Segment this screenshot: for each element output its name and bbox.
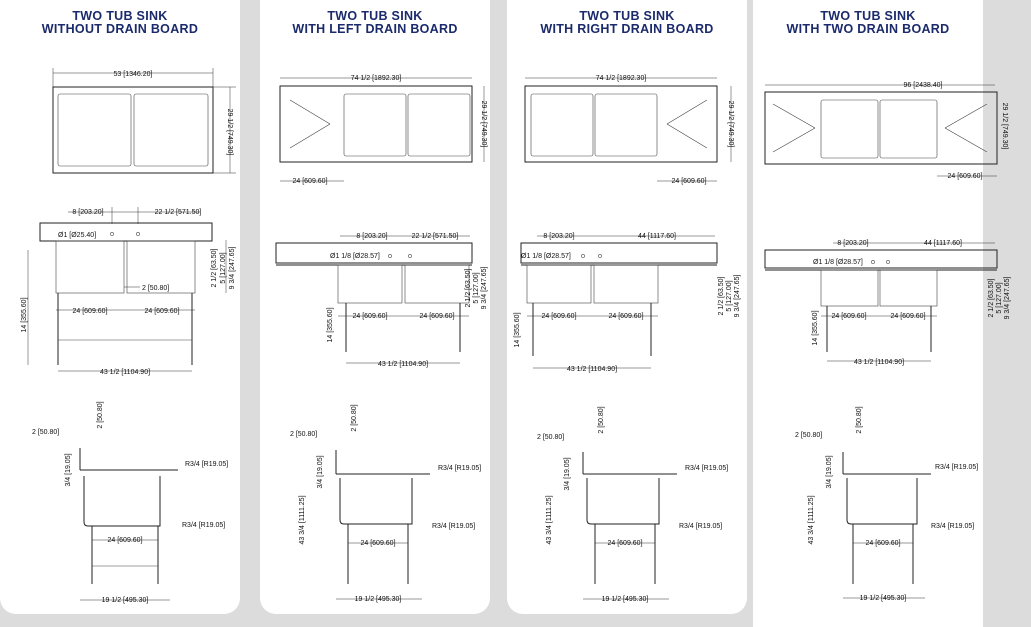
tub-right-label: 24 [609.60] — [890, 313, 926, 320]
leg-height-label: 14 [355.60] — [21, 297, 28, 333]
top-depth-label: 29 1/2 [749.30] — [226, 108, 233, 156]
title-line-1: TWO TUB SINK — [820, 9, 916, 23]
faucet-spacing-label: 22 1/2 [571.50] — [154, 209, 202, 216]
splash-label: 2 1/2 [63.50] — [211, 248, 218, 288]
leg-height-label: 14 [355.60] — [514, 312, 521, 348]
top-width-label: 53 [1346.20] — [113, 71, 153, 78]
side-view — [32, 401, 228, 604]
panel-two-drain-board — [753, 0, 1011, 627]
side-leg-depth-label: 19 1/2 [495.30] — [859, 595, 907, 602]
side-bowl-depth-label: 24 [609.60] — [360, 540, 396, 547]
top-view — [280, 75, 487, 185]
side-top-edge-label: 2 [50.80] — [537, 434, 565, 441]
top-view — [53, 68, 236, 173]
title-line-2: WITH LEFT DRAIN BOARD — [292, 22, 458, 36]
tub-right-label: 24 [609.60] — [144, 308, 180, 315]
side-top-edge-v-label: 2 [50.80] — [351, 404, 358, 432]
side-leg-depth-label: 19 1/2 [495.30] — [354, 596, 402, 603]
side-top-edge-v-label: 2 [50.80] — [856, 406, 863, 434]
side-radius-bottom-label: R3/4 [R19.05] — [432, 523, 476, 530]
side-top-edge-label: 2 [50.80] — [290, 431, 318, 438]
tub-depth-label: 5 [127.00] — [996, 282, 1003, 314]
side-rim-label: 3/4 [19.05] — [65, 453, 72, 487]
tub-left-label: 24 [609.60] — [352, 313, 388, 320]
side-top-edge-label: 2 [50.80] — [795, 432, 823, 439]
leg-span-label: 43 1/2 [1104.90] — [377, 361, 429, 368]
faucet-spacing-label: 44 [1117.60] — [638, 233, 676, 240]
tub-left-label: 24 [609.60] — [541, 313, 577, 320]
tub-right-label: 24 [609.60] — [608, 313, 644, 320]
side-radius-bottom-label: R3/4 [R19.05] — [931, 523, 975, 530]
front-view — [276, 233, 488, 368]
leg-height-label: 14 [355.60] — [812, 310, 819, 346]
side-top-edge-label: 2 [50.80] — [32, 429, 60, 436]
splash-label: 2 1/2 [63.50] — [988, 278, 995, 318]
side-bowl-depth-label: 24 [609.60] — [865, 540, 901, 547]
faucet-spacing-label: 22 1/2 [571.50] — [411, 233, 459, 240]
tub-left-label: 24 [609.60] — [72, 308, 108, 315]
side-bowl-depth-label: 24 [609.60] — [107, 537, 143, 544]
side-rim-label: 3/4 [19.05] — [826, 455, 833, 489]
faucet-spacing-label: 44 [1117.60] — [924, 240, 962, 247]
front-view — [514, 233, 741, 373]
panel-left-drain-board — [260, 0, 490, 614]
bowl-height-label: 9 3/4 [247.65] — [229, 246, 236, 290]
side-top-edge-v-label: 2 [50.80] — [598, 406, 605, 434]
divider-label: 2 [50.80] — [142, 285, 170, 292]
bowl-height-label: 9 3/4 [247.65] — [481, 266, 488, 310]
leg-span-label: 43 1/2 [1104.90] — [99, 369, 151, 376]
top-board-label: 24 [609.60] — [947, 173, 983, 180]
side-rim-label: 3/4 [19.05] — [564, 457, 571, 491]
tub-depth-label: 5 [127.00] — [473, 272, 480, 304]
top-width-label: 74 1/2 [1892.30] — [595, 75, 647, 82]
splash-label: 2 1/2 [63.50] — [718, 276, 725, 316]
side-bowl-depth-label: 24 [609.60] — [607, 540, 643, 547]
bowl-height-label: 9 3/4 [247.65] — [734, 274, 741, 318]
top-depth-label: 29 1/2 [749.30] — [727, 100, 734, 148]
bowl-height-label: 9 3/4 [247.65] — [1004, 276, 1011, 320]
top-depth-label: 29 1/2 [749.30] — [1001, 102, 1008, 150]
front-view — [765, 240, 1011, 366]
side-view — [537, 406, 728, 603]
drain-label: Ø1 1/8 [Ø28.57] — [330, 253, 380, 260]
top-board-label: 24 [609.60] — [292, 178, 328, 185]
front-view — [21, 207, 236, 376]
title-line-1: TWO TUB SINK — [327, 9, 423, 23]
tub-right-label: 24 [609.60] — [419, 313, 455, 320]
side-rim-label: 3/4 [19.05] — [317, 455, 324, 489]
side-top-edge-v-label: 2 [50.80] — [97, 401, 104, 429]
top-board-label: 24 [609.60] — [671, 178, 707, 185]
leg-span-label: 43 1/2 [1104.90] — [566, 366, 618, 373]
drawing-two-drain-board — [753, 0, 1011, 627]
side-view — [795, 406, 978, 602]
side-radius-bottom-label: R3/4 [R19.05] — [679, 523, 723, 530]
drawing-left-drain-board — [260, 0, 490, 614]
drawing-without-drain-board — [0, 0, 240, 614]
leg-height-label: 14 [355.60] — [327, 307, 334, 343]
side-radius-bottom-label: R3/4 [R19.05] — [182, 522, 226, 529]
side-height-label: 43 3/4 [1111.25] — [808, 495, 815, 545]
side-radius-top-label: R3/4 [R19.05] — [685, 465, 729, 472]
top-width-label: 96 [2438.40] — [903, 82, 943, 89]
title-line-2: WITH RIGHT DRAIN BOARD — [540, 22, 714, 36]
faucet-offset-label: 8 [203.20] — [837, 240, 869, 247]
side-height-label: 43 3/4 [1111.25] — [546, 495, 553, 545]
splash-label: 2 1/2 [63.50] — [465, 268, 472, 308]
top-width-label: 74 1/2 [1892.30] — [350, 75, 402, 82]
faucet-offset-label: 8 [203.20] — [543, 233, 575, 240]
drain-label: Ø1 1/8 [Ø28.57] — [813, 259, 863, 266]
tub-left-label: 24 [609.60] — [831, 313, 867, 320]
side-view — [290, 404, 481, 603]
side-radius-top-label: R3/4 [R19.05] — [185, 461, 229, 468]
top-view — [765, 82, 1008, 180]
title-line-2: WITHOUT DRAIN BOARD — [41, 22, 199, 36]
tub-depth-label: 5 [127.00] — [220, 252, 227, 284]
side-radius-top-label: R3/4 [R19.05] — [935, 464, 979, 471]
panel-without-drain-board — [0, 0, 240, 614]
leg-span-label: 43 1/2 [1104.90] — [853, 359, 905, 366]
top-depth-label: 29 1/2 [749.30] — [480, 100, 487, 148]
side-leg-depth-label: 19 1/2 [495.30] — [601, 596, 649, 603]
side-height-label: 43 3/4 [1111.25] — [299, 495, 306, 545]
tub-depth-label: 5 [127.00] — [726, 280, 733, 312]
side-leg-depth-label: 19 1/2 [495.30] — [101, 597, 149, 604]
drain-label: Ø1 1/8 [Ø28.57] — [521, 253, 571, 260]
title-line-2: WITH TWO DRAIN BOARD — [786, 22, 950, 36]
faucet-offset-label: 8 [203.20] — [72, 209, 104, 216]
drain-label: Ø1 [Ø25.40] — [58, 232, 97, 239]
title-line-1: TWO TUB SINK — [579, 9, 675, 23]
panel-right-drain-board — [507, 0, 747, 614]
drawing-right-drain-board — [507, 0, 747, 614]
top-view — [525, 75, 734, 185]
faucet-offset-label: 8 [203.20] — [356, 233, 388, 240]
title-line-1: TWO TUB SINK — [72, 9, 168, 23]
side-radius-top-label: R3/4 [R19.05] — [438, 465, 482, 472]
